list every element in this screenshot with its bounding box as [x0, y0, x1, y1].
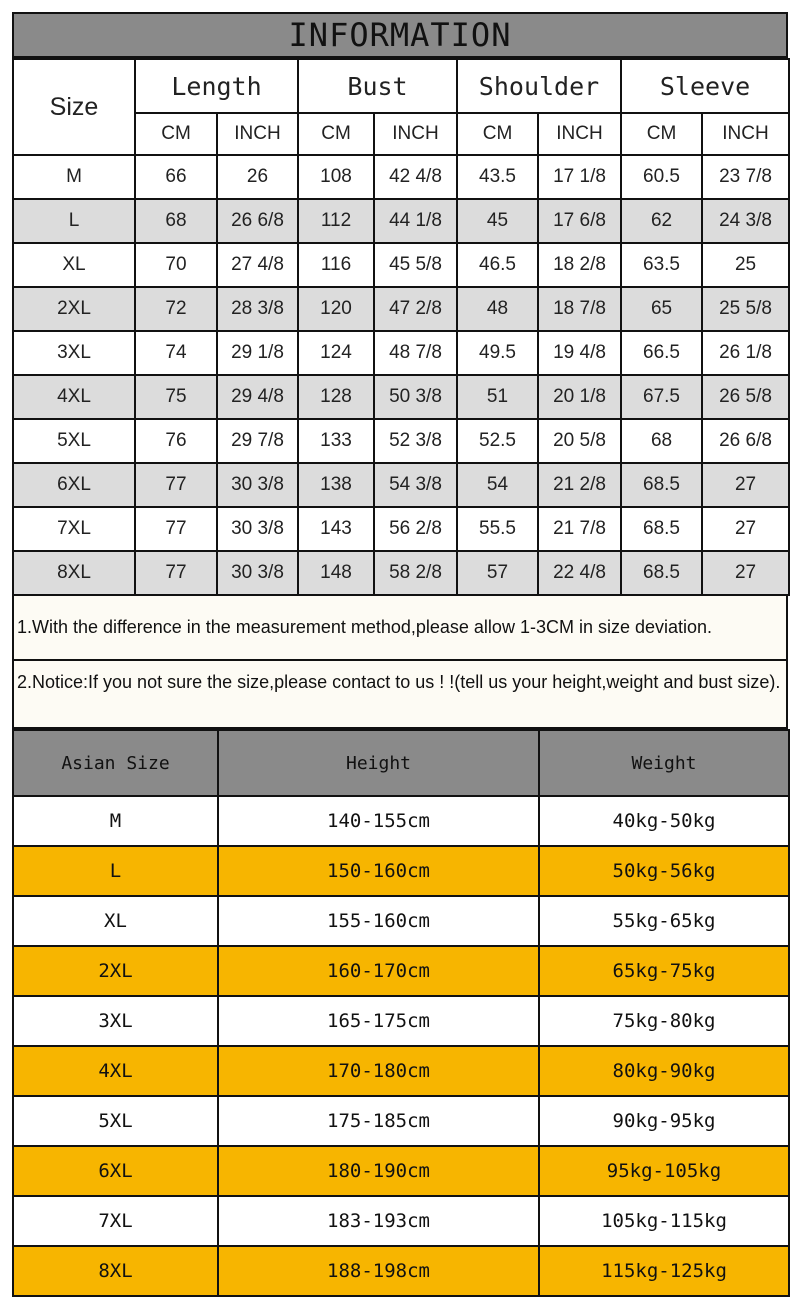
asian-size-cell: L [13, 846, 218, 896]
table-row [13, 287, 789, 331]
asian-size-cell: XL [13, 896, 218, 946]
asian-table-header-row [13, 730, 789, 796]
table-row [13, 1096, 789, 1146]
measurement-cell: 75 [135, 375, 217, 419]
measurement-cell: 25 [702, 243, 789, 287]
height-header: Height [218, 730, 539, 796]
measurement-cell: 47 2/8 [374, 287, 457, 331]
table-row [13, 155, 789, 199]
measurement-cell: 143 [298, 507, 374, 551]
measurement-cell: 43.5 [457, 155, 538, 199]
measurement-cell: 68.5 [621, 507, 702, 551]
measurement-cell: 66 [135, 155, 217, 199]
measurement-cell: 72 [135, 287, 217, 331]
measurement-cell: 17 1/8 [538, 155, 621, 199]
table-row [13, 1146, 789, 1196]
measurement-cell: 48 7/8 [374, 331, 457, 375]
weight-cell: 115kg-125kg [539, 1246, 789, 1296]
unit-header: CM [135, 113, 217, 155]
length-group-header: Length [135, 59, 298, 113]
table-row [13, 946, 789, 996]
measurement-cell: 68 [135, 199, 217, 243]
measurement-cell: 120 [298, 287, 374, 331]
measurement-cell: 19 4/8 [538, 331, 621, 375]
measurement-cell: 77 [135, 463, 217, 507]
measurement-cell: 45 5/8 [374, 243, 457, 287]
measurement-cell: 58 2/8 [374, 551, 457, 595]
size-measurement-table [12, 58, 790, 596]
measurement-cell: 17 6/8 [538, 199, 621, 243]
measurement-cell: 42 4/8 [374, 155, 457, 199]
table-row [13, 243, 789, 287]
measurement-cell: 30 3/8 [217, 463, 298, 507]
height-cell: 150-160cm [218, 846, 539, 896]
measurement-cell: 52 3/8 [374, 419, 457, 463]
table-row [13, 896, 789, 946]
measurement-cell: 66.5 [621, 331, 702, 375]
table-row [13, 419, 789, 463]
measurement-cell: 55.5 [457, 507, 538, 551]
unit-header: CM [621, 113, 702, 155]
table-row [13, 846, 789, 896]
measurement-cell: 26 1/8 [702, 331, 789, 375]
unit-header: INCH [217, 113, 298, 155]
unit-header: CM [298, 113, 374, 155]
table-row [13, 463, 789, 507]
measurement-cell: 68 [621, 419, 702, 463]
table-row [13, 199, 789, 243]
size-label-cell: L [13, 199, 135, 243]
table-row [13, 1246, 789, 1296]
measurement-cell: 77 [135, 507, 217, 551]
measurement-cell: 68.5 [621, 463, 702, 507]
measurement-note: 1.With the difference in the measurement method,please allow 1-3CM in size deviation. [12, 596, 788, 661]
sleeve-group-header: Sleeve [621, 59, 789, 113]
height-cell: 155-160cm [218, 896, 539, 946]
measurement-cell: 26 [217, 155, 298, 199]
measurement-cell: 76 [135, 419, 217, 463]
measurement-cell: 138 [298, 463, 374, 507]
asian-size-cell: 8XL [13, 1246, 218, 1296]
weight-cell: 40kg-50kg [539, 796, 789, 846]
measurement-cell: 148 [298, 551, 374, 595]
asian-size-cell: 7XL [13, 1196, 218, 1246]
weight-cell: 90kg-95kg [539, 1096, 789, 1146]
table-row [13, 796, 789, 846]
measurement-cell: 51 [457, 375, 538, 419]
table-row [13, 1196, 789, 1246]
measurement-cell: 77 [135, 551, 217, 595]
size-label-cell: 3XL [13, 331, 135, 375]
measurement-cell: 57 [457, 551, 538, 595]
measurement-cell: 67.5 [621, 375, 702, 419]
table-row [13, 507, 789, 551]
asian-size-cell: 2XL [13, 946, 218, 996]
measurement-cell: 27 [702, 551, 789, 595]
size-label-cell: 5XL [13, 419, 135, 463]
asian-size-cell: 5XL [13, 1096, 218, 1146]
measurement-cell: 26 6/8 [217, 199, 298, 243]
measurement-cell: 54 [457, 463, 538, 507]
measurement-cell: 70 [135, 243, 217, 287]
height-cell: 160-170cm [218, 946, 539, 996]
asian-size-cell: 3XL [13, 996, 218, 1046]
measurement-cell: 29 1/8 [217, 331, 298, 375]
weight-cell: 95kg-105kg [539, 1146, 789, 1196]
height-cell: 165-175cm [218, 996, 539, 1046]
measurement-cell: 22 4/8 [538, 551, 621, 595]
measurement-cell: 50 3/8 [374, 375, 457, 419]
table-row [13, 375, 789, 419]
measurement-cell: 45 [457, 199, 538, 243]
unit-header: INCH [702, 113, 789, 155]
weight-cell: 75kg-80kg [539, 996, 789, 1046]
size-label-cell: 2XL [13, 287, 135, 331]
asian-size-header: Asian Size [13, 730, 218, 796]
measurement-cell: 124 [298, 331, 374, 375]
measurement-cell: 27 4/8 [217, 243, 298, 287]
height-cell: 183-193cm [218, 1196, 539, 1246]
size-column-header: Size [13, 59, 135, 155]
size-label-cell: XL [13, 243, 135, 287]
table-row [13, 551, 789, 595]
table-row [13, 996, 789, 1046]
measurement-cell: 108 [298, 155, 374, 199]
measurement-cell: 48 [457, 287, 538, 331]
measurement-cell: 56 2/8 [374, 507, 457, 551]
measurement-cell: 60.5 [621, 155, 702, 199]
asian-table-body [13, 796, 789, 1296]
weight-cell: 65kg-75kg [539, 946, 789, 996]
measurement-cell: 44 1/8 [374, 199, 457, 243]
height-cell: 188-198cm [218, 1246, 539, 1296]
measurement-cell: 116 [298, 243, 374, 287]
unit-header: INCH [374, 113, 457, 155]
asian-size-cell: 4XL [13, 1046, 218, 1096]
measurement-cell: 74 [135, 331, 217, 375]
height-cell: 140-155cm [218, 796, 539, 846]
weight-cell: 50kg-56kg [539, 846, 789, 896]
measurement-cell: 26 5/8 [702, 375, 789, 419]
measurement-cell: 62 [621, 199, 702, 243]
measurement-cell: 133 [298, 419, 374, 463]
measurement-cell: 27 [702, 507, 789, 551]
unit-header: INCH [538, 113, 621, 155]
measurement-cell: 23 7/8 [702, 155, 789, 199]
table-row [13, 331, 789, 375]
measurement-cell: 21 7/8 [538, 507, 621, 551]
measurement-cell: 54 3/8 [374, 463, 457, 507]
size-label-cell: 4XL [13, 375, 135, 419]
measurement-cell: 46.5 [457, 243, 538, 287]
height-cell: 180-190cm [218, 1146, 539, 1196]
size-label-cell: 6XL [13, 463, 135, 507]
measurement-cell: 49.5 [457, 331, 538, 375]
measurement-cell: 29 7/8 [217, 419, 298, 463]
measurement-cell: 18 7/8 [538, 287, 621, 331]
height-cell: 175-185cm [218, 1096, 539, 1146]
measurement-cell: 26 6/8 [702, 419, 789, 463]
measurement-cell: 24 3/8 [702, 199, 789, 243]
measurement-cell: 52.5 [457, 419, 538, 463]
asian-size-table [12, 729, 790, 1297]
weight-cell: 80kg-90kg [539, 1046, 789, 1096]
size-label-cell: 8XL [13, 551, 135, 595]
measurement-cell: 20 1/8 [538, 375, 621, 419]
measurement-cell: 112 [298, 199, 374, 243]
unit-header: CM [457, 113, 538, 155]
size-table-body [13, 155, 789, 595]
measurement-cell: 28 3/8 [217, 287, 298, 331]
table-header-row [13, 59, 789, 113]
measurement-cell: 21 2/8 [538, 463, 621, 507]
bust-group-header: Bust [298, 59, 457, 113]
asian-size-cell: M [13, 796, 218, 846]
page-title: INFORMATION [12, 12, 788, 58]
measurement-cell: 25 5/8 [702, 287, 789, 331]
measurement-cell: 65 [621, 287, 702, 331]
table-row [13, 1046, 789, 1096]
size-label-cell: M [13, 155, 135, 199]
shoulder-group-header: Shoulder [457, 59, 621, 113]
measurement-cell: 30 3/8 [217, 551, 298, 595]
measurement-cell: 29 4/8 [217, 375, 298, 419]
measurement-cell: 30 3/8 [217, 507, 298, 551]
measurement-cell: 68.5 [621, 551, 702, 595]
contact-note: 2.Notice:If you not sure the size,please contact to us ! !(tell us your height,weight and bust size). [12, 661, 788, 729]
asian-size-cell: 6XL [13, 1146, 218, 1196]
size-label-cell: 7XL [13, 507, 135, 551]
size-chart [12, 12, 788, 1297]
measurement-cell: 20 5/8 [538, 419, 621, 463]
weight-cell: 105kg-115kg [539, 1196, 789, 1246]
height-cell: 170-180cm [218, 1046, 539, 1096]
measurement-cell: 128 [298, 375, 374, 419]
weight-cell: 55kg-65kg [539, 896, 789, 946]
measurement-cell: 27 [702, 463, 789, 507]
measurement-cell: 63.5 [621, 243, 702, 287]
weight-header: Weight [539, 730, 789, 796]
measurement-cell: 18 2/8 [538, 243, 621, 287]
